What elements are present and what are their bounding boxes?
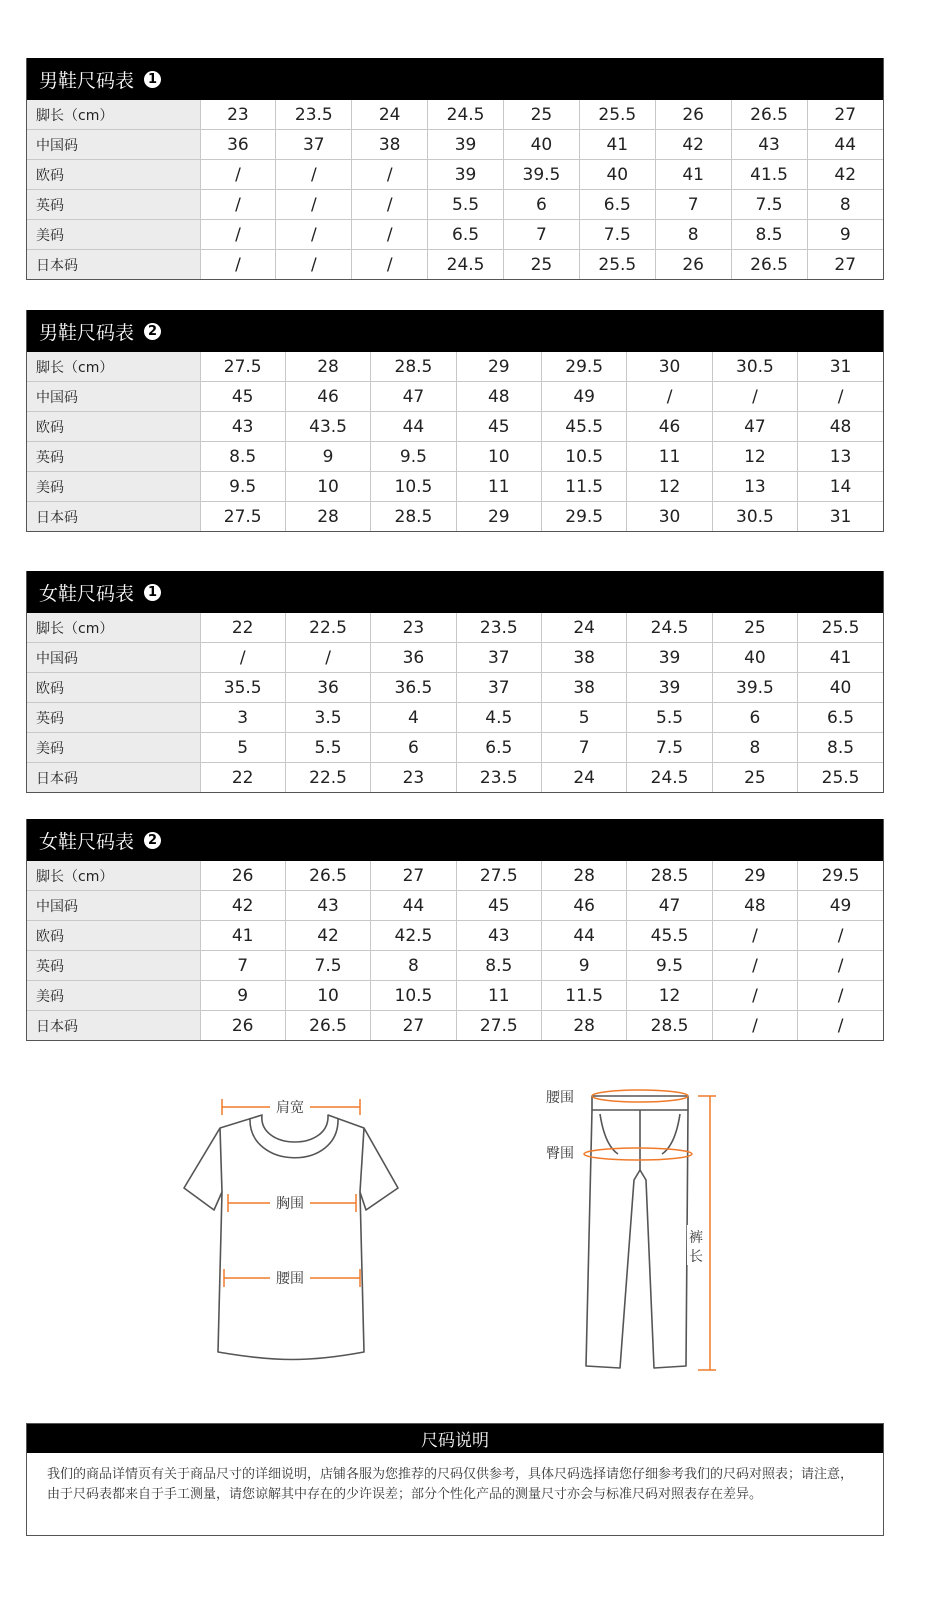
- label-pants-length-2: 长: [689, 1249, 703, 1265]
- size-notes-body: 我们的商品详情页有关于商品尺寸的详细说明，店铺各服为您推荐的尺码仅供参考，具体尺码选择请您仔细参考我们的尺码对照表；请注意，由于尺码表都来自于手工测量，请您谅解其中存在的少许误差；部分个性化产品的测量尺寸亦会与标准尺码对照表存在差异。: [47, 1467, 854, 1502]
- size-cell: 42: [200, 891, 285, 921]
- size-cell: 39.5: [712, 673, 797, 703]
- size-cell: 24.5: [428, 100, 504, 130]
- size-cell: 23.5: [456, 763, 541, 793]
- size-table-men-2: [26, 310, 884, 532]
- table-number-badge: 2: [144, 323, 161, 340]
- size-cell: 39: [428, 160, 504, 190]
- pants-pocket-right: [662, 1114, 680, 1154]
- size-cell: 36: [371, 643, 456, 673]
- size-cell: 7.5: [731, 190, 807, 220]
- size-cell: 45.5: [627, 921, 712, 951]
- size-cell: 26.5: [285, 861, 370, 891]
- size-grid: [27, 613, 883, 792]
- size-cell: 10.5: [371, 472, 456, 502]
- size-cell: 13: [712, 472, 797, 502]
- size-cell: 41: [655, 160, 731, 190]
- size-cell: 49: [798, 891, 883, 921]
- size-cell: 8: [655, 220, 731, 250]
- size-cell: 5.5: [428, 190, 504, 220]
- size-cell: 8.5: [200, 442, 285, 472]
- row-label: 美码: [27, 220, 200, 250]
- size-cell: 45: [456, 412, 541, 442]
- size-cell: 42.5: [371, 921, 456, 951]
- size-cell: 35.5: [200, 673, 285, 703]
- table-title: 女鞋尺码表: [39, 582, 135, 605]
- size-cell: 43: [731, 130, 807, 160]
- size-cell: 27.5: [456, 1011, 541, 1041]
- size-cell: 29: [712, 861, 797, 891]
- size-cell: 31: [798, 352, 883, 382]
- size-cell: 25: [712, 763, 797, 793]
- size-cell: 5: [200, 733, 285, 763]
- size-cell: 26.5: [285, 1011, 370, 1041]
- size-cell: 47: [627, 891, 712, 921]
- row-label: 日本码: [27, 502, 200, 532]
- table-row: [27, 951, 883, 981]
- size-cell: 12: [627, 472, 712, 502]
- size-cell: /: [712, 951, 797, 981]
- table-row: [27, 613, 883, 643]
- size-cell: /: [712, 1011, 797, 1041]
- row-label: 欧码: [27, 921, 200, 951]
- size-cell: /: [712, 921, 797, 951]
- size-cell: 30.5: [712, 502, 797, 532]
- size-cell: 29: [456, 502, 541, 532]
- size-cell: 28: [542, 861, 627, 891]
- size-cell: 23.5: [276, 100, 352, 130]
- size-cell: 24: [542, 613, 627, 643]
- table-row: [27, 250, 883, 280]
- size-cell: 9.5: [627, 951, 712, 981]
- table-row: [27, 703, 883, 733]
- size-cell: 47: [712, 412, 797, 442]
- size-cell: 5: [542, 703, 627, 733]
- size-grid: [27, 100, 883, 279]
- size-cell: 7: [655, 190, 731, 220]
- size-cell: 37: [456, 643, 541, 673]
- size-cell: 10: [456, 442, 541, 472]
- row-label: 日本码: [27, 250, 200, 280]
- size-cell: 45.5: [542, 412, 627, 442]
- size-cell: 25: [504, 100, 580, 130]
- size-cell: 27.5: [456, 861, 541, 891]
- size-cell: /: [276, 160, 352, 190]
- size-cell: /: [200, 220, 276, 250]
- pants-diagram: [586, 1096, 688, 1368]
- size-cell: /: [712, 981, 797, 1011]
- size-cell: 6.5: [798, 703, 883, 733]
- size-cell: 10.5: [542, 442, 627, 472]
- size-cell: 39: [627, 643, 712, 673]
- size-cell: 27: [834, 254, 857, 275]
- table-row: [27, 921, 883, 951]
- size-cell: 9: [285, 442, 370, 472]
- size-notes-title: 尺码说明: [27, 1424, 883, 1453]
- size-cell: 4.5: [456, 703, 541, 733]
- table-row: [27, 382, 883, 412]
- size-cell: 45: [456, 891, 541, 921]
- size-cell: 9.5: [200, 472, 285, 502]
- row-label: 日本码: [27, 1011, 200, 1041]
- size-cell: 6.5: [428, 220, 504, 250]
- size-cell: 40: [798, 673, 883, 703]
- size-cell: 23: [371, 613, 456, 643]
- size-cell: 44: [542, 921, 627, 951]
- size-cell: 27: [371, 861, 456, 891]
- row-label: 欧码: [27, 160, 200, 190]
- size-cell: 22.5: [285, 613, 370, 643]
- row-label: 中国码: [27, 382, 200, 412]
- size-cell: 26: [200, 1011, 285, 1041]
- size-cell: /: [276, 250, 352, 280]
- size-cell: 28: [285, 502, 370, 532]
- size-cell: 9: [807, 220, 883, 250]
- size-cell: 7: [542, 733, 627, 763]
- size-cell: 28.5: [627, 861, 712, 891]
- size-cell: 6: [504, 190, 580, 220]
- size-cell: 42: [655, 130, 731, 160]
- size-cell: 11: [627, 442, 712, 472]
- table-row: [27, 502, 883, 532]
- size-cell: 27: [807, 100, 883, 130]
- row-label: 中国码: [27, 643, 200, 673]
- size-cell: 39: [627, 673, 712, 703]
- size-cell: /: [285, 643, 370, 673]
- size-cell: 14: [798, 472, 883, 502]
- label-hip: 臀围: [546, 1146, 574, 1162]
- tshirt-outline: [184, 1115, 398, 1360]
- row-label: 英码: [27, 703, 200, 733]
- size-cell: 25: [712, 613, 797, 643]
- table-row: [27, 891, 883, 921]
- tshirt-sleeve-left: [220, 1128, 222, 1192]
- table-row: [27, 643, 883, 673]
- size-cell: 46: [285, 382, 370, 412]
- size-cell: /: [627, 382, 712, 412]
- size-cell: 24: [352, 100, 428, 130]
- size-cell: 22.5: [285, 763, 370, 793]
- size-cell: /: [798, 981, 883, 1011]
- row-label: 英码: [27, 951, 200, 981]
- table-title: 女鞋尺码表: [39, 830, 135, 853]
- size-cell: 8.5: [456, 951, 541, 981]
- size-cell: 31: [829, 506, 852, 527]
- size-cell: 26: [655, 250, 731, 280]
- pants-waistband: [592, 1096, 688, 1110]
- size-cell: /: [352, 220, 428, 250]
- tshirt-diagram: [184, 1115, 398, 1360]
- size-cell: 30: [627, 502, 712, 532]
- size-cell: 10: [285, 981, 370, 1011]
- table-number-badge: 1: [144, 584, 161, 601]
- row-label: 日本码: [27, 763, 200, 793]
- size-cell: 48: [456, 382, 541, 412]
- size-cell: 40: [504, 130, 580, 160]
- size-cell: 11.5: [542, 472, 627, 502]
- size-cell: /: [352, 160, 428, 190]
- size-cell: 39: [428, 130, 504, 160]
- size-cell: 38: [542, 643, 627, 673]
- size-cell: 3.5: [285, 703, 370, 733]
- row-label: 中国码: [27, 891, 200, 921]
- size-cell: 28.5: [371, 502, 456, 532]
- size-cell: 6: [371, 733, 456, 763]
- size-cell: 8.5: [798, 733, 883, 763]
- size-cell: 10.5: [371, 981, 456, 1011]
- size-cell: 46: [542, 891, 627, 921]
- size-cell: 8.5: [731, 220, 807, 250]
- row-label: 美码: [27, 472, 200, 502]
- label-shirt-waist: 腰围: [276, 1271, 304, 1287]
- size-cell: 29.5: [542, 352, 627, 382]
- size-cell: 24.5: [627, 613, 712, 643]
- size-cell: 46: [627, 412, 712, 442]
- size-cell: 28.5: [371, 352, 456, 382]
- size-cell: 13: [798, 442, 883, 472]
- size-cell: 9.5: [371, 442, 456, 472]
- table-row: [27, 352, 883, 382]
- size-cell: 29.5: [798, 861, 883, 891]
- size-cell: /: [200, 160, 276, 190]
- size-cell: 36: [285, 673, 370, 703]
- table-row: [27, 190, 883, 220]
- size-cell: 8: [807, 190, 883, 220]
- table-title-bar: [27, 819, 883, 861]
- size-cell: 6.5: [456, 733, 541, 763]
- size-cell: 47: [371, 382, 456, 412]
- row-label: 英码: [27, 190, 200, 220]
- size-cell: 43: [285, 891, 370, 921]
- size-grid: [27, 861, 883, 1040]
- size-cell: 22: [200, 613, 285, 643]
- size-cell: 38: [542, 673, 627, 703]
- row-label: 美码: [27, 981, 200, 1011]
- size-cell: 7: [200, 951, 285, 981]
- size-cell: 29.5: [542, 502, 627, 532]
- size-cell: 23: [371, 763, 456, 793]
- table-row: [27, 442, 883, 472]
- size-cell: 12: [712, 442, 797, 472]
- measurement-diagram-svg: [0, 1080, 928, 1400]
- size-cell: 25.5: [798, 613, 883, 643]
- size-cell: /: [200, 190, 276, 220]
- table-row: [27, 160, 883, 190]
- size-cell: 41: [579, 130, 655, 160]
- row-label: 欧码: [27, 673, 200, 703]
- size-cell: 44: [371, 412, 456, 442]
- size-cell: 44: [371, 891, 456, 921]
- size-cell: 23: [200, 100, 276, 130]
- size-cell: 25: [504, 250, 580, 280]
- size-cell: 43: [200, 412, 285, 442]
- size-cell: /: [352, 190, 428, 220]
- table-row: [27, 673, 883, 703]
- size-cell: 5.5: [627, 703, 712, 733]
- table-title-bar: [27, 58, 883, 100]
- size-cell: /: [276, 190, 352, 220]
- size-cell: /: [276, 220, 352, 250]
- size-cell: 3: [200, 703, 285, 733]
- size-cell: 26.5: [731, 250, 807, 280]
- size-notes: [26, 1423, 884, 1536]
- size-cell: 42: [285, 921, 370, 951]
- table-row: [27, 763, 883, 793]
- size-cell: 44: [807, 130, 883, 160]
- size-cell: 7.5: [579, 220, 655, 250]
- measurement-diagrams: [0, 1080, 928, 1400]
- size-cell: 25.5: [579, 250, 655, 280]
- size-cell: 26.5: [731, 100, 807, 130]
- size-cell: 12: [627, 981, 712, 1011]
- size-cell: 9: [542, 951, 627, 981]
- table-number-badge: 1: [144, 71, 161, 88]
- size-cell: 27.5: [200, 502, 285, 532]
- size-cell: 45: [200, 382, 285, 412]
- table-title-bar: [27, 571, 883, 613]
- size-cell: 28.5: [627, 1011, 712, 1041]
- size-cell: 48: [798, 412, 883, 442]
- table-row: [27, 861, 883, 891]
- size-cell: 37: [276, 130, 352, 160]
- label-pants-waist: 腰围: [546, 1090, 574, 1106]
- size-cell: 41.5: [731, 160, 807, 190]
- size-cell: 30.5: [712, 352, 797, 382]
- size-cell: 8: [712, 733, 797, 763]
- table-row: [27, 412, 883, 442]
- row-label: 脚长（cm）: [27, 861, 200, 891]
- table-row: [27, 100, 883, 130]
- row-label: 中国码: [27, 130, 200, 160]
- size-cell: 37: [456, 673, 541, 703]
- row-label: 英码: [27, 442, 200, 472]
- size-cell: 4: [371, 703, 456, 733]
- size-cell: 8: [371, 951, 456, 981]
- size-grid: [27, 352, 883, 531]
- row-label: 脚长（cm）: [27, 613, 200, 643]
- size-cell: /: [798, 382, 883, 412]
- size-cell: 25.5: [821, 767, 860, 788]
- size-cell: 30: [627, 352, 712, 382]
- size-cell: 43: [456, 921, 541, 951]
- row-label: 欧码: [27, 412, 200, 442]
- size-cell: 42: [807, 160, 883, 190]
- size-cell: 11: [456, 472, 541, 502]
- table-title: 男鞋尺码表: [39, 321, 135, 344]
- size-cell: 7: [504, 220, 580, 250]
- table-row: [27, 220, 883, 250]
- size-cell: 48: [712, 891, 797, 921]
- size-cell: 41: [200, 921, 285, 951]
- size-cell: 36: [200, 130, 276, 160]
- size-table-women-1: [26, 571, 884, 793]
- size-cell: 25.5: [579, 100, 655, 130]
- size-cell: 24.5: [627, 763, 712, 793]
- tshirt-sleeve-right: [360, 1128, 364, 1192]
- size-cell: 24.5: [428, 250, 504, 280]
- size-cell: 29: [456, 352, 541, 382]
- label-chest: 胸围: [276, 1196, 304, 1212]
- size-cell: 27: [371, 1011, 456, 1041]
- size-cell: 11.5: [542, 981, 627, 1011]
- table-row: [27, 1011, 883, 1041]
- size-cell: 6: [712, 703, 797, 733]
- size-cell: 39.5: [504, 160, 580, 190]
- size-cell: 7.5: [627, 733, 712, 763]
- size-cell: 22: [200, 763, 285, 793]
- size-cell: 27.5: [200, 352, 285, 382]
- size-cell: /: [200, 250, 276, 280]
- size-cell: 9: [200, 981, 285, 1011]
- size-cell: 36.5: [371, 673, 456, 703]
- size-cell: 43.5: [285, 412, 370, 442]
- size-cell: /: [798, 951, 883, 981]
- label-shoulder-width: 肩宽: [276, 1100, 304, 1116]
- size-cell: 28: [542, 1011, 627, 1041]
- size-cell: 49: [542, 382, 627, 412]
- table-row: [27, 130, 883, 160]
- size-cell: 6.5: [579, 190, 655, 220]
- size-cell: /: [712, 382, 797, 412]
- size-cell: 24: [542, 763, 627, 793]
- size-table-women-2: [26, 819, 884, 1041]
- table-title-bar: [27, 310, 883, 352]
- size-cell: 40: [579, 160, 655, 190]
- table-row: [27, 981, 883, 1011]
- row-label: 美码: [27, 733, 200, 763]
- row-label: 脚长（cm）: [27, 352, 200, 382]
- size-cell: 41: [798, 643, 883, 673]
- table-row: [27, 733, 883, 763]
- table-number-badge: 2: [144, 832, 161, 849]
- table-row: [27, 472, 883, 502]
- table-title: 男鞋尺码表: [39, 69, 135, 92]
- size-cell: 23.5: [456, 613, 541, 643]
- size-cell: 28: [285, 352, 370, 382]
- size-cell: /: [798, 921, 883, 951]
- size-cell: /: [837, 1015, 844, 1036]
- size-cell: /: [200, 643, 285, 673]
- label-pants-length-1: 裤: [689, 1230, 703, 1246]
- size-cell: 7.5: [285, 951, 370, 981]
- size-cell: 5.5: [285, 733, 370, 763]
- size-cell: 38: [352, 130, 428, 160]
- size-cell: 11: [456, 981, 541, 1011]
- row-label: 脚长（cm）: [27, 100, 200, 130]
- size-cell: 26: [200, 861, 285, 891]
- size-table-men-1: [26, 58, 884, 280]
- size-cell: /: [352, 250, 428, 280]
- size-cell: 10: [285, 472, 370, 502]
- size-cell: 40: [712, 643, 797, 673]
- size-cell: 26: [655, 100, 731, 130]
